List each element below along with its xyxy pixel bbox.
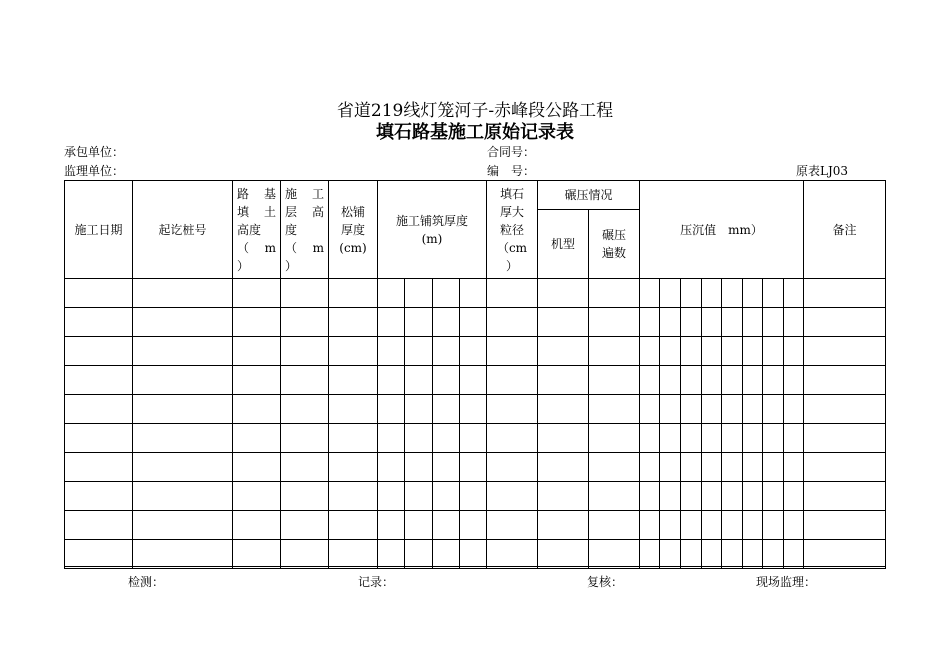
cell-settlement[interactable]: [660, 366, 681, 395]
cell-thickness[interactable]: [378, 424, 405, 453]
cell-stone-size[interactable]: [487, 279, 538, 308]
cell-settlement[interactable]: [702, 511, 722, 540]
cell-settlement[interactable]: [722, 337, 743, 366]
cell-thickness[interactable]: [405, 511, 433, 540]
table-row: [65, 337, 886, 366]
cell-station[interactable]: [133, 395, 233, 424]
footer-inspect: 检测：: [128, 575, 165, 589]
cell-settlement[interactable]: [743, 337, 763, 366]
cell-machine[interactable]: [538, 424, 589, 453]
cell-settlement[interactable]: [743, 453, 763, 482]
header-machine: 机型: [538, 210, 589, 279]
cell-machine[interactable]: [538, 511, 589, 540]
cell-stone-size[interactable]: [487, 366, 538, 395]
cell-settlement[interactable]: [743, 279, 763, 308]
cell-passes[interactable]: [589, 308, 640, 337]
cell-station[interactable]: [133, 366, 233, 395]
cell-settlement[interactable]: [702, 337, 722, 366]
cell-settlement[interactable]: [702, 540, 722, 569]
cell-loose-thickness[interactable]: [329, 424, 378, 453]
cell-passes[interactable]: [589, 482, 640, 511]
cell-settlement[interactable]: [722, 540, 743, 569]
cell-settlement[interactable]: [640, 511, 660, 540]
cell-settlement[interactable]: [763, 540, 784, 569]
cell-settlement[interactable]: [743, 308, 763, 337]
cell-subgrade-height[interactable]: [233, 395, 281, 424]
cell-passes[interactable]: [589, 511, 640, 540]
cell-date[interactable]: [65, 395, 133, 424]
cell-settlement[interactable]: [763, 511, 784, 540]
cell-layer-height[interactable]: [281, 337, 329, 366]
header-construction-thickness: 施工铺筑厚度 (m): [378, 181, 487, 279]
cell-date[interactable]: [65, 511, 133, 540]
cell-thickness[interactable]: [460, 308, 487, 337]
cell-subgrade-height[interactable]: [233, 511, 281, 540]
cell-settlement[interactable]: [784, 540, 804, 569]
cell-settlement[interactable]: [722, 395, 743, 424]
cell-remarks[interactable]: [804, 424, 886, 453]
cell-thickness[interactable]: [378, 540, 405, 569]
cell-subgrade-height[interactable]: [233, 540, 281, 569]
cell-machine[interactable]: [538, 453, 589, 482]
table-row: [65, 279, 886, 308]
cell-thickness[interactable]: [378, 337, 405, 366]
cell-settlement[interactable]: [743, 366, 763, 395]
cell-thickness[interactable]: [433, 540, 460, 569]
cell-loose-thickness[interactable]: [329, 511, 378, 540]
cell-settlement[interactable]: [640, 482, 660, 511]
cell-station[interactable]: [133, 337, 233, 366]
cell-date[interactable]: [65, 279, 133, 308]
cell-settlement[interactable]: [660, 540, 681, 569]
cell-thickness[interactable]: [405, 424, 433, 453]
cell-settlement[interactable]: [784, 511, 804, 540]
cell-settlement[interactable]: [640, 453, 660, 482]
cell-layer-height[interactable]: [281, 366, 329, 395]
cell-loose-thickness[interactable]: [329, 395, 378, 424]
cell-settlement[interactable]: [722, 424, 743, 453]
cell-settlement[interactable]: [640, 308, 660, 337]
cell-stone-size[interactable]: [487, 395, 538, 424]
table-row: [65, 540, 886, 569]
cell-station[interactable]: [133, 424, 233, 453]
cell-settlement[interactable]: [640, 337, 660, 366]
form-code: 原表LJ03: [796, 164, 849, 178]
cell-thickness[interactable]: [405, 279, 433, 308]
header-date: 施工日期: [65, 181, 133, 279]
contract-no-label: 合同号：: [487, 145, 536, 159]
cell-settlement[interactable]: [763, 337, 784, 366]
table-row: [65, 424, 886, 453]
cell-subgrade-height[interactable]: [233, 308, 281, 337]
cell-thickness[interactable]: [405, 395, 433, 424]
cell-station[interactable]: [133, 453, 233, 482]
cell-loose-thickness[interactable]: [329, 308, 378, 337]
cell-machine[interactable]: [538, 482, 589, 511]
cell-settlement[interactable]: [743, 482, 763, 511]
cell-thickness[interactable]: [378, 453, 405, 482]
cell-thickness[interactable]: [378, 395, 405, 424]
cell-settlement[interactable]: [681, 395, 702, 424]
cell-machine[interactable]: [538, 308, 589, 337]
cell-settlement[interactable]: [784, 482, 804, 511]
cell-station[interactable]: [133, 540, 233, 569]
form-title: 填石路基施工原始记录表: [376, 122, 574, 143]
cell-stone-size[interactable]: [487, 540, 538, 569]
cell-settlement[interactable]: [681, 540, 702, 569]
cell-settlement[interactable]: [702, 308, 722, 337]
table-row: [65, 395, 886, 424]
footer-site-supervisor: 现场监理：: [756, 575, 817, 589]
cell-date[interactable]: [65, 337, 133, 366]
cell-settlement[interactable]: [660, 308, 681, 337]
cell-date[interactable]: [65, 540, 133, 569]
record-table: [64, 180, 886, 569]
cell-settlement[interactable]: [702, 482, 722, 511]
cell-settlement[interactable]: [763, 424, 784, 453]
cell-stone-size[interactable]: [487, 337, 538, 366]
cell-date[interactable]: [65, 308, 133, 337]
cell-settlement[interactable]: [784, 308, 804, 337]
cell-machine[interactable]: [538, 395, 589, 424]
cell-thickness[interactable]: [460, 424, 487, 453]
cell-stone-size[interactable]: [487, 482, 538, 511]
cell-loose-thickness[interactable]: [329, 279, 378, 308]
cell-remarks[interactable]: [804, 482, 886, 511]
footer-record: 记录：: [358, 575, 395, 589]
cell-settlement[interactable]: [763, 366, 784, 395]
cell-settlement[interactable]: [722, 279, 743, 308]
cell-loose-thickness[interactable]: [329, 482, 378, 511]
cell-loose-thickness[interactable]: [329, 366, 378, 395]
cell-settlement[interactable]: [784, 395, 804, 424]
supervisor-label: 监理单位：: [64, 164, 125, 178]
cell-settlement[interactable]: [640, 424, 660, 453]
cell-settlement[interactable]: [784, 337, 804, 366]
cell-remarks[interactable]: [804, 337, 886, 366]
cell-settlement[interactable]: [681, 366, 702, 395]
cell-station[interactable]: [133, 308, 233, 337]
cell-settlement[interactable]: [660, 511, 681, 540]
cell-thickness[interactable]: [405, 540, 433, 569]
cell-settlement[interactable]: [722, 482, 743, 511]
cell-thickness[interactable]: [405, 366, 433, 395]
cell-settlement[interactable]: [681, 279, 702, 308]
header-settlement: 压沉值 mm）: [640, 181, 804, 279]
cell-stone-size[interactable]: [487, 453, 538, 482]
cell-settlement[interactable]: [722, 308, 743, 337]
cell-remarks[interactable]: [804, 395, 886, 424]
cell-thickness[interactable]: [433, 424, 460, 453]
cell-settlement[interactable]: [681, 308, 702, 337]
cell-settlement[interactable]: [743, 540, 763, 569]
cell-layer-height[interactable]: [281, 395, 329, 424]
cell-thickness[interactable]: [378, 308, 405, 337]
cell-settlement[interactable]: [784, 366, 804, 395]
cell-thickness[interactable]: [433, 308, 460, 337]
cell-thickness[interactable]: [460, 279, 487, 308]
table-row: [65, 366, 886, 395]
table-row: [65, 308, 886, 337]
cell-loose-thickness[interactable]: [329, 453, 378, 482]
cell-layer-height[interactable]: [281, 482, 329, 511]
cell-thickness[interactable]: [405, 308, 433, 337]
cell-loose-thickness[interactable]: [329, 337, 378, 366]
header-passes: 碾压 遍数: [589, 210, 640, 279]
cell-thickness[interactable]: [405, 482, 433, 511]
cell-thickness[interactable]: [433, 395, 460, 424]
cell-subgrade-height[interactable]: [233, 279, 281, 308]
cell-passes[interactable]: [589, 540, 640, 569]
cell-machine[interactable]: [538, 337, 589, 366]
cell-settlement[interactable]: [784, 453, 804, 482]
cell-settlement[interactable]: [722, 453, 743, 482]
cell-passes[interactable]: [589, 279, 640, 308]
cell-settlement[interactable]: [640, 366, 660, 395]
cell-thickness[interactable]: [378, 366, 405, 395]
cell-settlement[interactable]: [763, 308, 784, 337]
cell-thickness[interactable]: [433, 511, 460, 540]
cell-settlement[interactable]: [702, 424, 722, 453]
header-layer-height: 施 工 层 高 度 （ m ）: [281, 181, 329, 279]
cell-settlement[interactable]: [660, 453, 681, 482]
table-row: [65, 453, 886, 482]
cell-layer-height[interactable]: [281, 279, 329, 308]
cell-stone-size[interactable]: [487, 308, 538, 337]
cell-remarks[interactable]: [804, 366, 886, 395]
cell-settlement[interactable]: [640, 540, 660, 569]
cell-date[interactable]: [65, 482, 133, 511]
cell-date[interactable]: [65, 424, 133, 453]
cell-subgrade-height[interactable]: [233, 482, 281, 511]
cell-layer-height[interactable]: [281, 308, 329, 337]
cell-passes[interactable]: [589, 453, 640, 482]
cell-thickness[interactable]: [460, 453, 487, 482]
contractor-label: 承包单位：: [64, 145, 125, 159]
cell-settlement[interactable]: [763, 395, 784, 424]
cell-settlement[interactable]: [681, 482, 702, 511]
cell-settlement[interactable]: [722, 511, 743, 540]
cell-settlement[interactable]: [763, 453, 784, 482]
header-remarks: 备注: [804, 181, 886, 279]
cell-thickness[interactable]: [433, 453, 460, 482]
cell-passes[interactable]: [589, 424, 640, 453]
cell-settlement[interactable]: [681, 511, 702, 540]
cell-settlement[interactable]: [702, 366, 722, 395]
header-loose-thickness: 松铺 厚度 (cm): [329, 181, 378, 279]
cell-layer-height[interactable]: [281, 511, 329, 540]
header-subgrade-height: 路 基 填 土 高度 （ m ）: [233, 181, 281, 279]
cell-settlement[interactable]: [640, 279, 660, 308]
cell-stone-size[interactable]: [487, 424, 538, 453]
cell-subgrade-height[interactable]: [233, 366, 281, 395]
cell-settlement[interactable]: [640, 395, 660, 424]
cell-passes[interactable]: [589, 337, 640, 366]
cell-passes[interactable]: [589, 395, 640, 424]
cell-thickness[interactable]: [460, 482, 487, 511]
cell-station[interactable]: [133, 279, 233, 308]
cell-settlement[interactable]: [702, 279, 722, 308]
cell-thickness[interactable]: [433, 366, 460, 395]
cell-settlement[interactable]: [702, 453, 722, 482]
cell-settlement[interactable]: [743, 395, 763, 424]
table-row: [65, 482, 886, 511]
cell-thickness[interactable]: [460, 366, 487, 395]
cell-date[interactable]: [65, 453, 133, 482]
cell-loose-thickness[interactable]: [329, 540, 378, 569]
cell-thickness[interactable]: [460, 540, 487, 569]
cell-thickness[interactable]: [378, 511, 405, 540]
cell-machine[interactable]: [538, 279, 589, 308]
cell-thickness[interactable]: [378, 279, 405, 308]
cell-settlement[interactable]: [722, 366, 743, 395]
cell-settlement[interactable]: [763, 279, 784, 308]
cell-thickness[interactable]: [405, 337, 433, 366]
cell-settlement[interactable]: [681, 453, 702, 482]
cell-passes[interactable]: [589, 366, 640, 395]
cell-stone-size[interactable]: [487, 511, 538, 540]
header-rolling: 碾压情况: [538, 181, 640, 210]
cell-settlement[interactable]: [660, 424, 681, 453]
cell-subgrade-height[interactable]: [233, 424, 281, 453]
cell-settlement[interactable]: [660, 279, 681, 308]
cell-date[interactable]: [65, 366, 133, 395]
cell-layer-height[interactable]: [281, 424, 329, 453]
cell-thickness[interactable]: [433, 337, 460, 366]
cell-settlement[interactable]: [702, 395, 722, 424]
cell-settlement[interactable]: [763, 482, 784, 511]
cell-thickness[interactable]: [460, 395, 487, 424]
cell-settlement[interactable]: [743, 511, 763, 540]
cell-settlement[interactable]: [784, 424, 804, 453]
cell-thickness[interactable]: [433, 279, 460, 308]
cell-settlement[interactable]: [660, 337, 681, 366]
cell-settlement[interactable]: [681, 424, 702, 453]
cell-remarks[interactable]: [804, 511, 886, 540]
cell-remarks[interactable]: [804, 308, 886, 337]
cell-thickness[interactable]: [405, 453, 433, 482]
cell-settlement[interactable]: [743, 424, 763, 453]
table-row: [65, 511, 886, 540]
cell-subgrade-height[interactable]: [233, 337, 281, 366]
cell-thickness[interactable]: [378, 482, 405, 511]
cell-thickness[interactable]: [460, 511, 487, 540]
cell-remarks[interactable]: [804, 540, 886, 569]
cell-remarks[interactable]: [804, 453, 886, 482]
cell-subgrade-height[interactable]: [233, 453, 281, 482]
cell-remarks[interactable]: [804, 279, 886, 308]
project-title: 省道219线灯笼河子-赤峰段公路工程: [336, 101, 614, 121]
header-station: 起讫桩号: [133, 181, 233, 279]
cell-settlement[interactable]: [681, 337, 702, 366]
cell-settlement[interactable]: [784, 279, 804, 308]
footer-review: 复核：: [587, 575, 624, 589]
cell-layer-height[interactable]: [281, 453, 329, 482]
cell-machine[interactable]: [538, 540, 589, 569]
serial-no-label: 编 号：: [487, 164, 536, 178]
cell-layer-height[interactable]: [281, 540, 329, 569]
cell-thickness[interactable]: [460, 337, 487, 366]
header-stone-size: 填石 厚大 粒径 （cm ）: [487, 181, 538, 279]
cell-station[interactable]: [133, 511, 233, 540]
cell-settlement[interactable]: [660, 482, 681, 511]
cell-settlement[interactable]: [660, 395, 681, 424]
cell-station[interactable]: [133, 482, 233, 511]
cell-thickness[interactable]: [433, 482, 460, 511]
cell-machine[interactable]: [538, 366, 589, 395]
